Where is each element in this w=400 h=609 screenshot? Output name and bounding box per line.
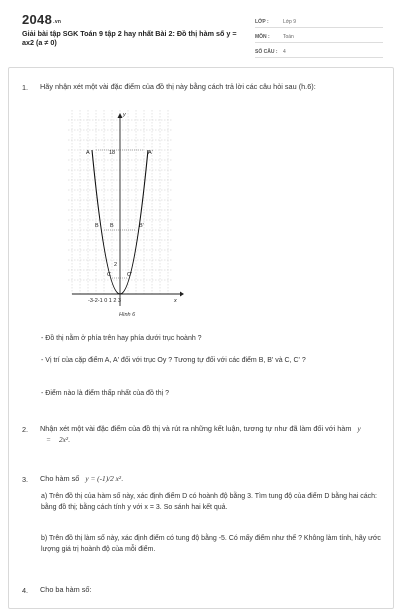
math-expr: y = (-1)/2 x² <box>85 474 122 483</box>
parabola-figure <box>68 110 184 310</box>
point-label: B' <box>139 223 144 229</box>
point-label: C <box>107 272 111 278</box>
meta-row-count <box>255 47 383 58</box>
meta-key: SỐ CÂU : <box>255 49 278 55</box>
question-text <box>40 423 370 445</box>
math-var: y <box>357 424 361 433</box>
sub-question: a) Trên đồ thị của hàm số này, xác định điểm D có hoành độ bằng 3. Tìm tung độ của điểm D bằng hai cách: bằng đồ thị; bằng cách tính y với x = 3. So sánh hai kết quả. <box>41 493 377 511</box>
page-title: Giải bài tập SGK Toán 9 tập 2 hay nhất Bài 2: Đồ thị hàm số y = ax2 (a ≠ 0) <box>22 29 237 47</box>
point-label: B <box>110 223 114 229</box>
question-text: Cho ba hàm số: <box>40 585 92 594</box>
question-number: 3. <box>22 475 29 484</box>
meta-info <box>255 17 383 62</box>
point-label: A <box>86 150 90 156</box>
math-suffix: . <box>121 474 124 483</box>
x-tick-labels: -3-2-1 0 1 2 3 <box>88 298 122 304</box>
page-header <box>0 0 400 64</box>
math-expr: 2x² <box>58 435 69 444</box>
meta-value: 4 <box>283 49 286 55</box>
point-label: C' <box>127 272 133 278</box>
site-logo[interactable] <box>22 12 61 27</box>
question-number: 2. <box>22 425 29 434</box>
question-number: 1. <box>22 83 29 92</box>
meta-key: LỚP : <box>255 19 269 25</box>
question-text: Hãy nhận xét một vài đặc điểm của đồ thị này bằng cách trả lời các câu hỏi sau (h.6): <box>40 82 316 91</box>
meta-key: MÔN : <box>255 34 270 40</box>
figure-caption: Hình 6 <box>119 312 136 318</box>
axis-label-x: x <box>174 298 177 304</box>
question-body: Nhận xét một vài đặc điểm của đồ thị và rút ra những kết luận, tương tự như đã làm đối với hàm <box>40 424 352 433</box>
question-text <box>40 473 370 484</box>
question-body: Cho hàm số <box>40 474 80 483</box>
math-eq: = <box>46 435 51 444</box>
meta-value: Lớp 9 <box>283 19 297 25</box>
math-suffix: . <box>68 435 71 444</box>
axis-label-y: y <box>123 112 126 118</box>
meta-value: Toán <box>283 34 294 40</box>
sub-question: b) Trên đồ thị làm số này, xác định điểm có tung độ bằng -5. Có mấy điểm như thế ? Không làm tính, hãy ước lượng giá trị hoành độ của mỗi điểm. <box>41 535 381 553</box>
point-label: A' <box>148 150 153 156</box>
sub-question: - Vị trí của cặp điểm A, A' đối với trục Oy ? Tương tự đối với các điểm B, B' và C, C' ? <box>41 357 306 364</box>
meta-row-subject <box>255 32 383 43</box>
question-number: 4. <box>22 586 29 595</box>
tick-label: 18 <box>109 150 116 156</box>
logo-text: 2048 <box>22 12 53 27</box>
sub-question: - Điểm nào là điểm thấp nhất của đồ thị ? <box>41 390 170 397</box>
tick-label: 2 <box>114 262 118 268</box>
logo-sub: .vn <box>53 19 62 25</box>
sub-question: - Đồ thị nằm ở phía trên hay phía dưới trục hoành ? <box>41 335 202 342</box>
meta-row-class <box>255 17 383 28</box>
point-label: B <box>95 223 99 229</box>
